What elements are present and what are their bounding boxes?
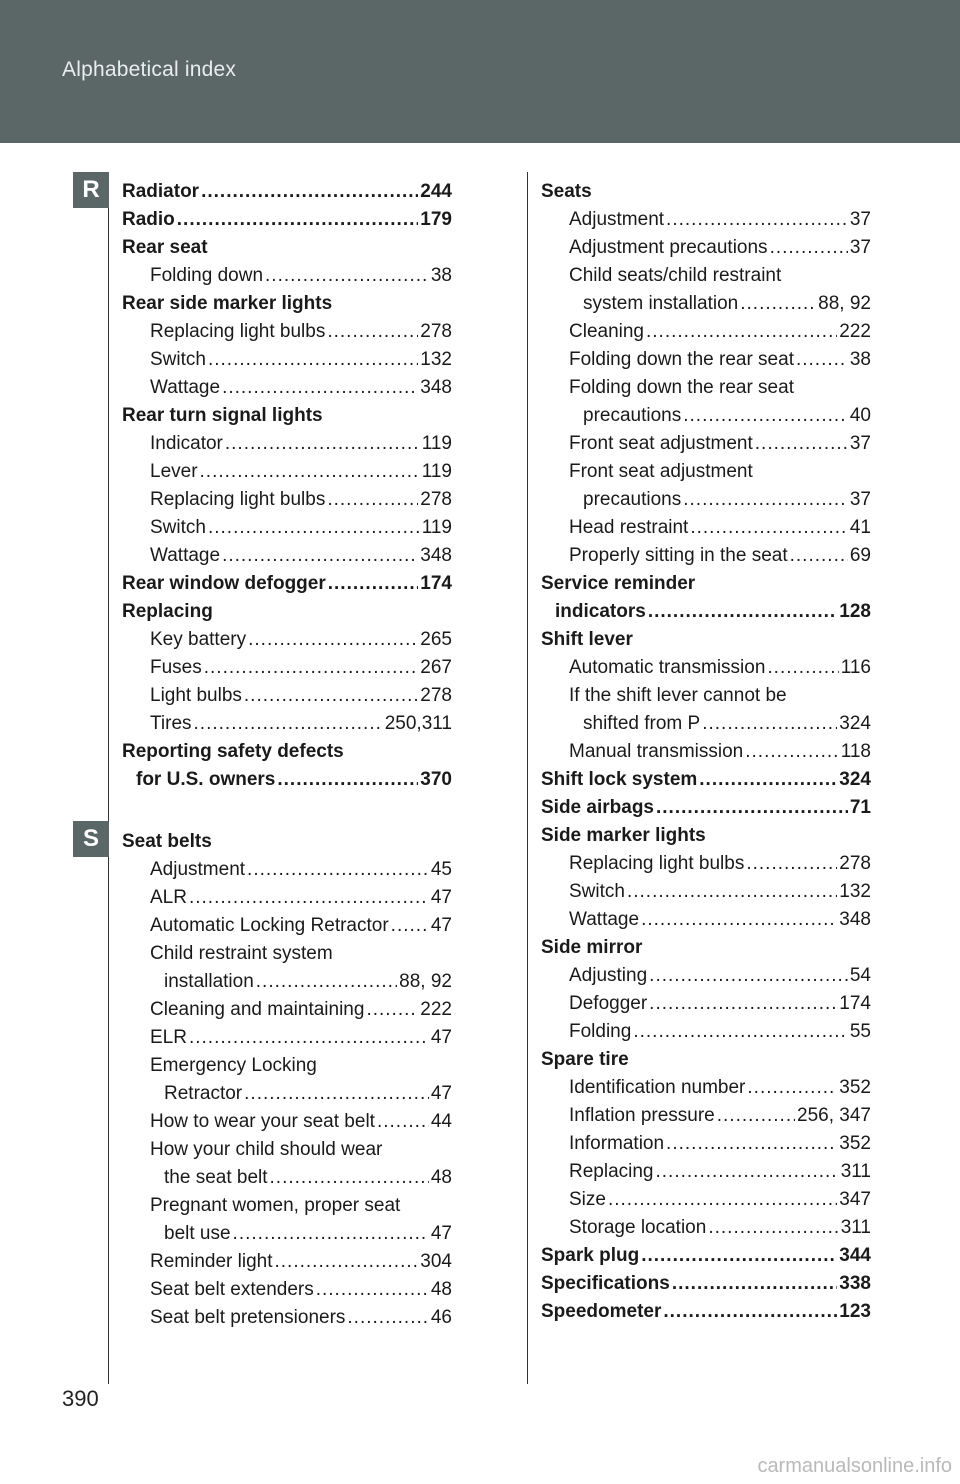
index-entry (122, 626, 452, 654)
index-entry-page: 46 (430, 1307, 452, 1328)
index-entry (122, 710, 452, 738)
index-entry (122, 1164, 452, 1192)
index-entry-page: 132 (839, 881, 871, 902)
index-entry-label: Folding down the rear seat (569, 377, 794, 398)
dot-leader (717, 1102, 795, 1130)
index-entry-label: system installation (583, 293, 739, 314)
index-entry-label: Speedometer (541, 1301, 662, 1322)
index-entry-label: Side mirror (541, 937, 643, 958)
dot-leader (627, 878, 837, 906)
index-entry-label: Lever (150, 461, 198, 482)
index-entry-label: ELR (150, 1027, 187, 1048)
index-entry-label: Seat belts (122, 831, 212, 852)
index-entry (541, 1018, 871, 1046)
index-entry-label: Side airbags (541, 797, 654, 818)
index-entry-label: Folding (569, 1021, 632, 1042)
index-entry (122, 458, 452, 486)
dot-leader (204, 654, 419, 682)
center-vertical-rule (527, 172, 528, 1384)
index-entry-label: installation (164, 971, 254, 992)
index-entry-page: 69 (849, 545, 871, 566)
index-entry-page: 347 (839, 1189, 871, 1210)
index-entry-page: 222 (420, 999, 452, 1020)
dot-leader (649, 962, 848, 990)
index-entry-page: 222 (839, 321, 871, 342)
dot-leader (265, 262, 429, 290)
dot-leader (327, 486, 418, 514)
index-entry-page: 265 (420, 629, 452, 650)
index-entry-label: Replacing light bulbs (150, 489, 326, 510)
dot-leader (233, 1220, 429, 1248)
letter-tab-s: S (73, 821, 109, 857)
index-entry-label: How to wear your seat belt (150, 1111, 375, 1132)
dot-leader (747, 1074, 837, 1102)
index-entry-page: 55 (849, 1021, 871, 1042)
index-entry (541, 906, 871, 934)
dot-leader (222, 374, 418, 402)
dot-leader (270, 1164, 429, 1192)
index-entry-label: Wattage (150, 377, 221, 398)
index-entry-page: 44 (430, 1111, 452, 1132)
index-entry (541, 626, 871, 654)
index-entry (122, 856, 452, 884)
dot-leader (633, 1018, 848, 1046)
dot-leader (248, 626, 418, 654)
index-entry-page: 123 (839, 1301, 871, 1322)
index-entry (541, 682, 871, 710)
index-entry-page: 38 (849, 349, 871, 370)
index-entry-page: 37 (849, 489, 871, 510)
index-entry (541, 514, 871, 542)
index-entry-label: Rear window defogger (122, 573, 326, 594)
dot-leader (796, 346, 848, 374)
index-entry-page: 119 (421, 433, 452, 454)
index-entry-label: ALR (150, 887, 187, 908)
dot-leader (189, 884, 429, 912)
index-entry-page: 174 (420, 573, 452, 594)
dot-leader (201, 178, 418, 206)
index-entry-label: If the shift lever cannot be (569, 685, 787, 706)
index-entry (541, 290, 871, 318)
dot-leader (656, 1158, 839, 1186)
index-entry-label: precautions (583, 405, 682, 426)
dot-leader (767, 654, 838, 682)
index-entry-page: 324 (839, 713, 871, 734)
index-entry-page: 45 (430, 859, 452, 880)
index-entry-page: 278 (420, 489, 452, 510)
index-entry (122, 318, 452, 346)
index-entry-page: 119 (421, 517, 452, 538)
dot-leader (275, 1248, 419, 1276)
index-entry-label: Inflation pressure (569, 1105, 715, 1126)
index-entry (122, 570, 452, 598)
dot-leader (641, 906, 837, 934)
index-entry-label: Radio (122, 209, 175, 230)
index-entry (541, 654, 871, 682)
index-entry (541, 1298, 871, 1326)
index-entry-label: Switch (150, 517, 206, 538)
index-entry (541, 850, 871, 878)
index-entry (541, 542, 871, 570)
dot-leader (708, 1214, 838, 1242)
index-entry-page: 119 (421, 461, 452, 482)
index-entry-label: shifted from P (583, 713, 701, 734)
index-entry-page: 132 (420, 349, 452, 370)
index-entry (122, 1220, 452, 1248)
index-entry-label: Wattage (569, 909, 640, 930)
dot-leader (244, 682, 418, 710)
index-entry (122, 514, 452, 542)
dot-leader (377, 1108, 429, 1136)
index-entry-page: 174 (839, 993, 871, 1014)
index-entry (541, 962, 871, 990)
index-entry (122, 1276, 452, 1304)
index-entry (122, 968, 452, 996)
index-entry-label: Cleaning (569, 321, 644, 342)
index-column-left (122, 178, 452, 1332)
index-entry (541, 934, 871, 962)
index-entry-label: Wattage (150, 545, 221, 566)
index-entry (541, 1270, 871, 1298)
index-entry (122, 1136, 452, 1164)
index-entry (122, 178, 452, 206)
dot-leader (244, 1080, 429, 1108)
dot-leader (666, 206, 848, 234)
index-entry (122, 430, 452, 458)
index-entry-page: 250,311 (384, 713, 452, 734)
index-entry-label: Folding down the rear seat (569, 349, 794, 370)
index-entry (541, 346, 871, 374)
index-entry-page: 267 (420, 657, 452, 678)
index-entry (122, 940, 452, 968)
index-entry-page: 48 (430, 1167, 452, 1188)
index-entry-label: Seat belt pretensioners (150, 1307, 346, 1328)
index-entry-label: Front seat adjustment (569, 461, 753, 482)
dot-leader (649, 990, 837, 1018)
index-entry-label: Tires (150, 713, 192, 734)
dot-leader (208, 514, 420, 542)
index-entry-label: precautions (583, 489, 682, 510)
index-entry-page: 47 (430, 1027, 452, 1048)
index-entry (122, 1248, 452, 1276)
dot-leader (663, 1298, 837, 1326)
index-entry-label: Side marker lights (541, 825, 706, 846)
index-entry (122, 1108, 452, 1136)
dot-leader (683, 402, 848, 430)
index-entry (541, 234, 871, 262)
index-entry (122, 374, 452, 402)
index-entry-label: Adjustment precautions (569, 237, 768, 258)
dot-leader (327, 318, 418, 346)
index-entry (541, 1242, 871, 1270)
index-entry-label: Service reminder (541, 573, 696, 594)
index-entry (122, 828, 452, 856)
index-entry (541, 878, 871, 906)
index-entry (122, 206, 452, 234)
index-entry-label: belt use (164, 1223, 231, 1244)
index-entry-page: 348 (420, 377, 452, 398)
index-entry-page: 47 (430, 915, 452, 936)
dot-leader (702, 710, 837, 738)
index-entry-page: 41 (849, 517, 871, 538)
index-column-right (541, 178, 871, 1326)
index-entry-label: Replacing (569, 1161, 654, 1182)
index-entry (122, 262, 452, 290)
index-entry-label: Automatic Locking Retractor (150, 915, 389, 936)
index-entry-label: Indicator (150, 433, 223, 454)
index-entry (541, 178, 871, 206)
index-entry-page: 352 (839, 1077, 871, 1098)
dot-leader (277, 766, 418, 794)
index-entry (122, 1080, 452, 1108)
index-entry-label: Switch (569, 881, 625, 902)
index-entry-label: Child seats/child restraint (569, 265, 782, 286)
index-entry-label: Replacing light bulbs (569, 853, 745, 874)
page-number: 390 (62, 1386, 99, 1411)
index-entry-label: Pregnant women, proper seat (150, 1195, 401, 1216)
dot-leader (316, 1276, 429, 1304)
index-entry-page: 278 (420, 321, 452, 342)
index-entry-page: 256, 347 (797, 1105, 871, 1126)
index-entry-label: Folding down (150, 265, 264, 286)
dot-leader (666, 1130, 837, 1158)
index-entry (122, 542, 452, 570)
index-entry (541, 1074, 871, 1102)
index-entry (122, 290, 452, 318)
index-entry (541, 1130, 871, 1158)
index-entry (541, 1214, 871, 1242)
index-entry (122, 598, 452, 626)
index-entry-page: 37 (849, 209, 871, 230)
index-entry (541, 990, 871, 1018)
index-entry (541, 374, 871, 402)
section-gap (122, 794, 452, 828)
index-entry (541, 766, 871, 794)
dot-leader (177, 206, 419, 234)
index-entry (122, 738, 452, 766)
index-entry-label: Head restraint (569, 517, 689, 538)
dot-leader (225, 430, 420, 458)
dot-leader (391, 912, 429, 940)
dot-leader (770, 234, 848, 262)
index-entry-page: 179 (420, 209, 452, 230)
index-entry (122, 996, 452, 1024)
index-entry-page: 304 (420, 1251, 452, 1272)
index-entry-page: 37 (849, 433, 871, 454)
index-entry (122, 402, 452, 430)
index-entry (122, 1192, 452, 1220)
page-header (0, 0, 960, 143)
dot-leader (699, 766, 837, 794)
index-entry-page: 324 (839, 769, 871, 790)
dot-leader (755, 430, 848, 458)
index-entry-label: Specifications (541, 1273, 670, 1294)
dot-leader (189, 1024, 429, 1052)
index-entry (541, 710, 871, 738)
index-entry-page: 47 (430, 887, 452, 908)
index-entry-page: 348 (420, 545, 452, 566)
index-entry-label: indicators (555, 601, 646, 622)
index-entry-page: 344 (839, 1245, 871, 1266)
index-entry-page: 338 (839, 1273, 871, 1294)
dot-leader (648, 598, 837, 626)
index-entry (541, 738, 871, 766)
dot-leader (608, 1186, 837, 1214)
index-entry (122, 234, 452, 262)
index-entry (122, 654, 452, 682)
index-entry-page: 348 (839, 909, 871, 930)
index-entry-label: Switch (150, 349, 206, 370)
dot-leader (656, 794, 848, 822)
index-entry-label: Spark plug (541, 1245, 640, 1266)
index-entry (122, 884, 452, 912)
dot-leader (746, 850, 837, 878)
index-entry-page: 48 (430, 1279, 452, 1300)
index-entry-label: Light bulbs (150, 685, 242, 706)
index-entry-label: Shift lock system (541, 769, 698, 790)
index-entry-label: Properly sitting in the seat (569, 545, 788, 566)
index-entry (541, 1158, 871, 1186)
index-entry-label: Seats (541, 181, 592, 202)
index-entry-label: Radiator (122, 181, 200, 202)
index-entry-label: Adjustment (150, 859, 246, 880)
dot-leader (366, 996, 418, 1024)
index-entry-label: Fuses (150, 657, 202, 678)
index-entry-label: Replacing light bulbs (150, 321, 326, 342)
watermark: carmanualsonline.info (757, 1455, 952, 1477)
index-entry (122, 766, 452, 794)
index-entry-label: Retractor (164, 1083, 243, 1104)
index-entry (122, 346, 452, 374)
index-entry (122, 1304, 452, 1332)
dot-leader (646, 318, 837, 346)
dot-leader (683, 486, 848, 514)
index-entry-page: 88, 92 (399, 971, 452, 992)
dot-leader (208, 346, 418, 374)
dot-leader (222, 542, 418, 570)
letter-tab-r: R (73, 172, 109, 208)
dot-leader (790, 542, 848, 570)
index-entry-label: Front seat adjustment (569, 433, 753, 454)
index-entry-label: Spare tire (541, 1049, 629, 1070)
index-entry-label: Rear seat (122, 237, 208, 258)
index-entry-page: 37 (849, 237, 871, 258)
index-entry-page: 311 (840, 1161, 871, 1182)
index-entry-label: Storage location (569, 1217, 707, 1238)
index-entry-page: 128 (839, 601, 871, 622)
index-entry-label: Replacing (122, 601, 213, 622)
index-entry-label: Reminder light (150, 1251, 273, 1272)
index-entry-label: Seat belt extenders (150, 1279, 314, 1300)
index-entry (541, 262, 871, 290)
dot-leader (194, 710, 383, 738)
index-entry-label: Size (569, 1189, 606, 1210)
index-entry (541, 1102, 871, 1130)
index-entry-label: Adjustment (569, 209, 665, 230)
index-entry-page: 278 (420, 685, 452, 706)
index-entry (541, 458, 871, 486)
index-entry-label: Rear turn signal lights (122, 405, 323, 426)
index-entry-label: Adjusting (569, 965, 648, 986)
index-entry-page: 278 (839, 853, 871, 874)
index-entry-label: Automatic transmission (569, 657, 766, 678)
index-entry-page: 38 (430, 265, 452, 286)
index-entry-page: 118 (840, 741, 871, 762)
dot-leader (256, 968, 397, 996)
index-entry-label: Defogger (569, 993, 648, 1014)
index-entry-page: 71 (849, 797, 871, 818)
index-entry (541, 598, 871, 626)
index-entry (541, 206, 871, 234)
index-entry-page: 88, 92 (818, 293, 871, 314)
index-entry (541, 1046, 871, 1074)
index-entry-label: Reporting safety defects (122, 741, 344, 762)
index-entry (122, 682, 452, 710)
index-entry (122, 1024, 452, 1052)
dot-leader (328, 570, 419, 598)
header-title: Alphabetical index (62, 58, 237, 81)
index-entry-page: 47 (430, 1223, 452, 1244)
index-entry (541, 1186, 871, 1214)
index-entry-label: Manual transmission (569, 741, 744, 762)
index-entry-page: 54 (849, 965, 871, 986)
index-entry-label: How your child should wear (150, 1139, 383, 1160)
index-entry-label: Child restraint system (150, 943, 333, 964)
dot-leader (247, 856, 429, 884)
index-entry-page: 116 (840, 657, 871, 678)
dot-leader (347, 1304, 428, 1332)
dot-leader (641, 1242, 837, 1270)
index-entry-label: for U.S. owners (136, 769, 276, 790)
index-entry-label: Rear side marker lights (122, 293, 333, 314)
index-entry-label: Information (569, 1133, 665, 1154)
index-entry (541, 570, 871, 598)
index-entry (122, 486, 452, 514)
index-entry-page: 244 (420, 181, 452, 202)
left-vertical-rule (108, 172, 109, 1384)
dot-leader (690, 514, 848, 542)
dot-leader (672, 1270, 837, 1298)
index-entry-label: Identification number (569, 1077, 746, 1098)
index-entry-label: Shift lever (541, 629, 633, 650)
dot-leader (200, 458, 420, 486)
index-entry-label: Emergency Locking (150, 1055, 317, 1076)
index-entry (122, 912, 452, 940)
dot-leader (745, 738, 838, 766)
index-entry (541, 822, 871, 850)
index-entry-label: Cleaning and maintaining (150, 999, 365, 1020)
index-entry-page: 370 (420, 769, 452, 790)
index-entry-page: 311 (840, 1217, 871, 1238)
dot-leader (740, 290, 816, 318)
index-entry (122, 1052, 452, 1080)
index-entry-label: the seat belt (164, 1167, 268, 1188)
index-entry-page: 352 (839, 1133, 871, 1154)
index-entry-page: 40 (849, 405, 871, 426)
index-entry (541, 402, 871, 430)
index-entry (541, 430, 871, 458)
index-entry-page: 47 (430, 1083, 452, 1104)
index-entry-label: Key battery (150, 629, 247, 650)
index-entry (541, 794, 871, 822)
index-entry (541, 318, 871, 346)
index-entry (541, 486, 871, 514)
